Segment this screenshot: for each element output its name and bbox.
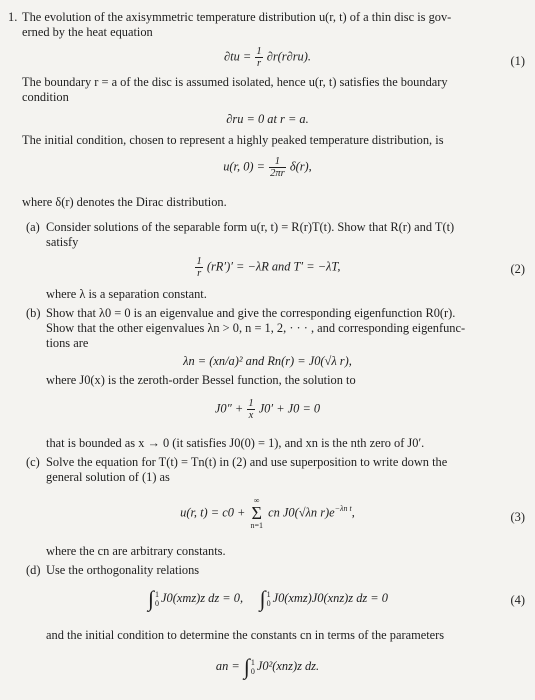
bessel-left: J0″ + (214, 401, 244, 416)
integral-limits-1 (155, 590, 159, 608)
separation-equations (0, 256, 535, 279)
upper-limit-1: 1 (155, 590, 160, 599)
eq1-frac-num: 1 (256, 46, 262, 57)
integral-symbol-3: ∫ (243, 654, 250, 679)
eq1-right: ∂r(r∂ru). (266, 49, 311, 64)
bessel-frac-den: x (248, 410, 254, 421)
solution-exponent: −λn t (334, 504, 352, 514)
bounded-line: that is bounded as x → 0 (it satisfies J0(0) = 1), and xn is the nth zero of J0′. (46, 436, 425, 450)
initial-condition-line: and the initial condition to determine the constants cn in terms of the parameters (46, 628, 445, 642)
part-d-label: (d) (26, 563, 41, 577)
solution-end: , (351, 505, 355, 520)
integral-symbol-1: ∫ (148, 586, 155, 611)
orthogonality-relations (0, 588, 535, 610)
eigenvalue-equation: λn = (xn/a)² and Rn(r) = J0(√λ r), (183, 354, 352, 368)
part-a-frac-den: r (197, 268, 202, 279)
part-a-line-2: satisfy (46, 235, 79, 249)
eq1-fraction (255, 46, 262, 69)
ic-right: δ(r), (289, 159, 312, 174)
heat-equation (0, 46, 535, 69)
an-left: an = (215, 658, 240, 673)
eq1-frac-den: r (256, 58, 262, 69)
bessel-intro-line: where J0(x) is the zeroth-order Bessel function, the solution to (46, 373, 356, 387)
an-definition (0, 656, 535, 678)
dirac-line: where δ(r) denotes the Dirac distribution. (22, 195, 227, 209)
ic-frac-num: 1 (269, 156, 286, 168)
integral-limits-3 (251, 658, 255, 676)
equation-number-1: (1) (510, 54, 525, 68)
solution-left: u(r, t) = c0 + (180, 505, 246, 520)
orthogonality-right: J0(xmz)J0(xnz)z dz = 0 (272, 590, 388, 605)
part-b-line-1: Show that λ0 = 0 is an eigenvalue and give the corresponding eigenfunction R0(r). (46, 306, 456, 320)
bessel-right: J0′ + J0 = 0 (258, 401, 321, 416)
ic-fraction (269, 156, 286, 179)
an-right: J0²(xnz)z dz. (256, 658, 320, 673)
bessel-fraction (247, 398, 254, 421)
intro-line-2: erned by the heat equation (22, 25, 153, 39)
arbitrary-constants-line: where the cn are arbitrary constants. (46, 544, 226, 558)
upper-limit-3: 1 (250, 658, 255, 667)
orthogonality-left: J0(xmz)z dz = 0, (161, 590, 244, 605)
part-d-line: Use the orthogonality relations (46, 563, 200, 577)
part-a-frac-num: 1 (196, 256, 202, 267)
intro-line-1: The evolution of the axisymmetric temperature distribution u(r, t) of a thin disc is gov- (22, 10, 452, 24)
integral-symbol-2: ∫ (259, 586, 266, 611)
part-a-line-1: Consider solutions of the separable form u(r, t) = R(r)T(t). Show that R(r) and T(t) (46, 220, 455, 234)
initial-line: The initial condition, chosen to represent a highly peaked temperature distribution, is (22, 133, 444, 147)
lower-limit-3: 0 (250, 667, 255, 676)
lower-limit-1: 0 (155, 599, 160, 608)
sum-upper-limit: ∞ (253, 496, 260, 505)
eq1-left: ∂tu = (224, 49, 252, 64)
solution-right: cn J0(√λn r)e (268, 505, 335, 520)
equation-number-4: (4) (510, 593, 525, 607)
sum-lower-limit: n=1 (250, 521, 264, 530)
boundary-line-1: The boundary r = a of the disc is assumed isolated, hence u(r, t) satisfies the boundary (22, 75, 448, 89)
part-a-label: (a) (26, 220, 40, 234)
ic-frac-den: 2πr (270, 168, 285, 179)
part-c-label: (c) (26, 455, 40, 469)
question-number: 1. (8, 10, 18, 24)
part-a-eq-body: (rR′)′ = −λR and T′ = −λT, (206, 259, 341, 274)
bessel-equation (0, 398, 535, 421)
boundary-condition: ∂ru = 0 at r = a. (226, 112, 309, 126)
initial-condition-eq (0, 156, 535, 179)
part-b-line-2: Show that the other eigenvalues λn > 0, n = 1, 2, · · · , and corresponding eigenfunc- (46, 321, 466, 335)
summation (251, 497, 264, 530)
equation-number-2: (2) (510, 262, 525, 276)
equation-number-3: (3) (510, 510, 525, 524)
boundary-line-2: condition (22, 90, 69, 104)
integral-limits-2 (267, 590, 271, 608)
upper-limit-2: 1 (266, 590, 271, 599)
general-solution (0, 497, 535, 530)
part-c-line-1: Solve the equation for T(t) = Tn(t) in (2) and use superposition to write down the (46, 455, 448, 469)
part-b-label: (b) (26, 306, 41, 320)
part-c-line-2: general solution of (1) as (46, 470, 170, 484)
sum-symbol: Σ (251, 503, 262, 523)
ic-left: u(r, 0) = (223, 159, 265, 174)
part-a-fraction (195, 256, 202, 279)
separation-constant-line: where λ is a separation constant. (46, 287, 207, 301)
lower-limit-2: 0 (266, 599, 271, 608)
bessel-frac-num: 1 (248, 398, 254, 409)
part-b-line-3: tions are (46, 336, 89, 350)
